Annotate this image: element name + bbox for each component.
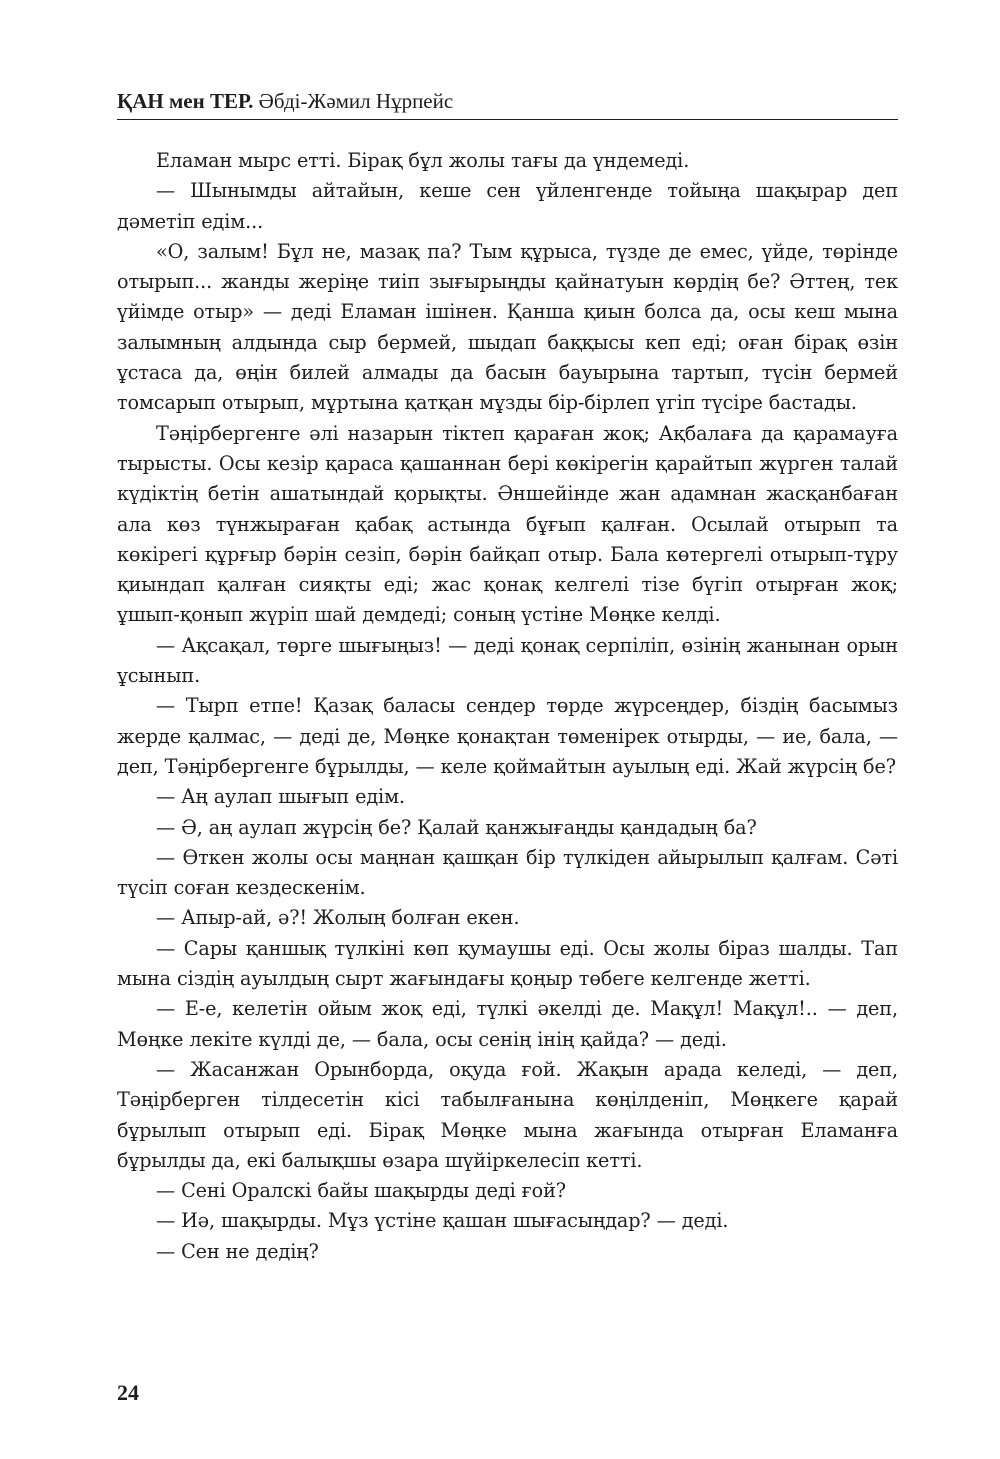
running-header	[117, 88, 898, 118]
paragraph: Еламан мырс етті. Бірақ бұл жолы тағы да үндемеді.	[156, 149, 690, 172]
paragraph: — Жасанжан Орынборда, оқуда ғой. Жақын арада келеді, — деп, Тәңірберген тілдесетін кісі табылғанына көңілденіп, Мөңкеге қарай бұрылып отырып еді. Бірақ Мөңке мына жағында отырған Еламанға бұрылды да, екі балықшы өзара шүйіркелесіп кетті.	[117, 1057, 898, 1172]
paragraph: Тәңірбергенге әлі назарын тіктеп қараған жоқ; Ақбалаға да қарамауға тырысты. Осы кезір қараса қашаннан бері көкірегін қарайтып жүрген талай күдіктің бетін ашатындай қорықты. Әншейінде жан адамнан жасқанбаған ала көз түнжыраған қабақ астында бұғып қалған. Осылай отырып та көкірегі құрғыр бәрін сезіп, бәрін байқап отыр. Бала көтергелі отырып-тұру қиындап қалған сияқты еді; жас қонақ келгелі тізе бүгіп отырған жоқ; ұшып-қонып жүріп шай демдеді; соның үстіне Мөңке келді.	[117, 421, 898, 627]
page-number: 24	[117, 1380, 139, 1405]
header-divider	[117, 119, 898, 120]
book-title: ҚАН мен ТЕР.	[117, 89, 254, 113]
paragraph: — Ақсақал, төрге шығыңыз! — деді қонақ серпіліп, өзінің жанынан орын ұсынып.	[117, 633, 898, 688]
body-text	[117, 146, 898, 1267]
paragraph: — Өткен жолы осы маңнан қашқан бір түлкіден айырылып қалғам. Сәті түсіп соған кездескенім.	[117, 845, 898, 900]
paragraph: — Иә, шақырды. Мұз үстіне қашан шығасыңдар? — деді.	[156, 1209, 729, 1233]
paragraph: — Апыр-ай, ә?! Жолың болған екен.	[156, 906, 520, 930]
paragraph: — Сары қаншық түлкіні көп қумаушы еді. Осы жолы біраз шалды. Тап мына сіздің ауылдың сырт жағындағы қоңыр төбеге келгенде жетті.	[117, 936, 898, 991]
paragraph: — Шынымды айтайын, кеше сен үйленгенде тойыңа шақырар деп дәметіп едім...	[117, 179, 898, 233]
book-author: Әбді-Жәмил Нұрпейс	[258, 89, 454, 113]
paragraph: — Е-е, келетін ойым жоқ еді, түлкі әкелді де. Мақұл! Мақұл!.. — деп, Мөңке лекіте күлді де, — бала, осы сенің інің қайда? — деді.	[117, 997, 898, 1051]
paragraph: — Ә, аң аулап жүрсің бе? Қалай қанжығаңды қандадың ба?	[156, 815, 757, 839]
paragraph: — Тырп етпе! Қазақ баласы сендер төрде жүрсеңдер, біздің басымыз жерде қалмас, — деді де, Мөңке қонақтан төменірек отырды, — ие, бала, — деп, Тәңірбергенге бұрылды, — келе қоймайтын ауылың еді. Жай жүрсің бе?	[117, 694, 898, 778]
paragraph: — Аң аулап шығып едім.	[156, 785, 405, 809]
paragraph: — Сені Оралскі байы шақырды деді ғой?	[156, 1179, 566, 1203]
paragraph: — Сен не дедің?	[156, 1239, 319, 1263]
paragraph: «О, залым! Бұл не, мазақ па? Тым құрыса, түзде де емес, үйде, төрінде отырып... жанды жеріңе тиіп зығырыңды қайнатуын көрдің бе? Әттең, тек үйімде отыр» — деді Еламан ішінен. Қанша қиын болса да, осы кеш мына залымның алдында сыр бермей, шыдап баққысы кеп еді; оған бірақ өзін ұстаса да, өңін билей алмады да басын бауырына тартып, түсін бермей томсарып отырып, мұртына қатқан мұзды бір-бірлеп үгіп түсіре бастады.	[117, 239, 898, 415]
